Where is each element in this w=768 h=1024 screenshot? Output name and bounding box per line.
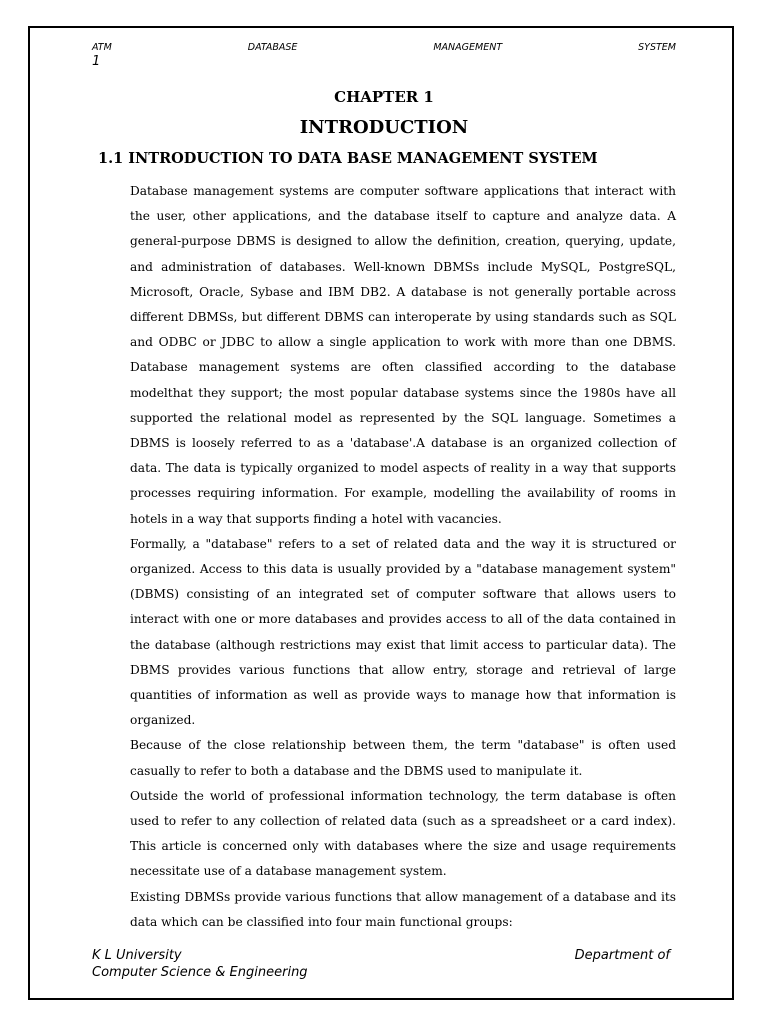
chapter-label: CHAPTER 1: [334, 88, 434, 106]
paragraph: Database management systems are computer software applications that interact with the user, other applications, and the database itself to capture and analyze data. A general-purpose DBMS is designed to allow the definition, creation, querying, update, and administration of databases. Well-known DBMSs include MySQL, PostgreSQL, Microsoft, Oracle, Sybase and IBM DB2. A database is not generally portable across different DBMSs, but different DBMS can interoperate by using standards such as SQL and ODBC or JDBC to allow a single application to work with more than one DBMS. Database management systems are often classified according to the database modelthat they support; the most popular database systems since the 1980s have all supported the relational model as represented by the SQL language. Sometimes a DBMS is loosely referred to as a 'database'.A database is an organized collection of data. The data is typically organized to model aspects of reality in a way that supports processes requiring information. For example, modelling the availability of rooms in hotels in a way that supports finding a hotel with vacancies.: [130, 184, 676, 526]
running-header: [92, 42, 676, 53]
footer-university: K L University: [92, 948, 182, 963]
section-heading: 1.1 INTRODUCTION TO DATA BASE MANAGEMENT SYSTEM: [98, 150, 598, 167]
header-word-system: SYSTEM: [638, 42, 676, 53]
paragraph: Existing DBMSs provide various functions that allow management of a database and its data which can be classified into four main functional groups:: [130, 889, 676, 929]
footer-department: Department of: [574, 948, 670, 963]
body-text: [130, 179, 676, 935]
chapter-title: INTRODUCTION: [299, 117, 469, 138]
header-word-management: MANAGEMENT: [433, 42, 503, 53]
header-word-database: DATABASE: [247, 42, 298, 53]
header-word-atm: ATM: [92, 42, 112, 53]
paragraph: Outside the world of professional information technology, the term database is often used to refer to any collection of related data (such as a spreadsheet or a card index). This article is concerned only with databases where the size and usage requirements necessitate use of a database management system.: [130, 788, 676, 879]
footer-program: Computer Science & Engineering: [92, 965, 308, 980]
paragraph: Because of the close relationship between them, the term "database" is often used casually to refer to both a database and the DBMS used to manipulate it.: [130, 738, 676, 778]
paragraph: Formally, a "database" refers to a set of related data and the way it is structured or organized. Access to this data is usually provided by a "database management system" (DBMS) consisting of an integrated set of computer software that allows users to interact with one or more databases and provides access to all of the data contained in the database (although restrictions may exist that limit access to particular data). The DBMS provides various functions that allow entry, storage and retrieval of large quantities of information as well as provide ways to manage how that information is organized.: [130, 536, 676, 728]
page-number: 1: [92, 54, 101, 69]
running-footer: [92, 947, 670, 981]
